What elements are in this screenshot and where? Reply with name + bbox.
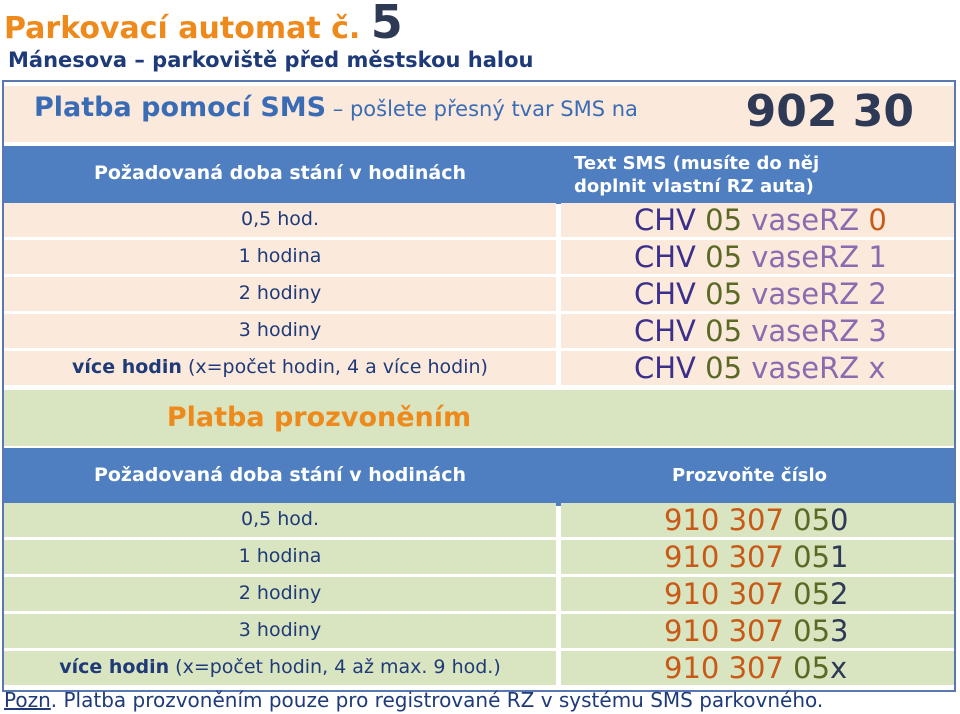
call-heading: Platba prozvoněním [166,402,472,433]
sms-row-text: CHV 05 vaseRZ x [634,351,886,385]
footnote-text: . Platba prozvoněním pouze pro registrované RZ v systému SMS parkovného. [50,688,824,712]
call-col2-header: Prozvoňte číslo [672,465,827,486]
call-row-label: více hodin (x=počet hodin, 4 až max. 9 hod.) [59,656,501,678]
page-subtitle: Mánesova – parkoviště před městskou halou [8,48,534,72]
machine-number: 5 [370,0,403,49]
sms-row-text: CHV 05 vaseRZ 1 [634,240,887,274]
title-text: Parkovací automat č. [4,11,361,46]
sms-row [4,313,954,349]
sms-row [4,276,954,312]
call-row-number[interactable]: 910 307 051 [664,540,849,574]
call-row-number[interactable]: 910 307 053 [664,614,849,648]
sms-row-text: CHV 05 vaseRZ 2 [634,277,887,311]
call-row-label: 1 hodina [238,545,322,567]
sms-col2-header [574,152,819,198]
call-row-number[interactable]: 910 307 05x [664,651,848,685]
sms-heading-bold: Platba pomocí SMS [34,92,327,123]
call-row [4,502,954,538]
footnote-prefix: Pozn [4,688,51,712]
sms-row [4,202,954,238]
call-row [4,576,954,612]
sms-table-header [4,146,954,204]
sms-row-label: 0,5 hod. [240,208,320,230]
call-row [4,613,954,649]
sms-row-label: 3 hodiny [238,319,322,341]
call-col1-header: Požadovaná doba stání v hodinách [93,464,467,486]
sms-row-label: 2 hodiny [238,282,322,304]
sms-heading-rest: – pošlete přesný tvar SMS na [326,97,638,121]
call-table-header [4,448,954,506]
call-row-label: 3 hodiny [238,619,322,641]
sms-heading-band [4,86,954,142]
page-title [4,0,403,51]
call-row-label: 0,5 hod. [240,508,320,530]
sms-number: 902 30 [745,86,914,137]
footnote [4,688,823,712]
sms-row [4,350,954,386]
call-heading-band [4,390,954,446]
call-row-number[interactable]: 910 307 050 [664,503,849,537]
sms-row-text: CHV 05 vaseRZ 0 [634,203,887,237]
sms-col1-header: Požadovaná doba stání v hodinách [93,162,467,184]
sms-row-label: 1 hodina [238,245,322,267]
sms-row [4,239,954,275]
call-row-label: 2 hodiny [238,582,322,604]
sms-col2-header-line1: Text SMS (musíte do něj [574,153,820,174]
sms-heading [34,92,638,123]
sms-col2-header-line2: doplnit vlastní RZ auta) [574,176,814,197]
sms-row-text: CHV 05 vaseRZ 3 [634,314,887,348]
call-row [4,539,954,575]
sms-row-label: více hodin (x=počet hodin, 4 a více hodin) [72,356,488,378]
call-row [4,650,954,686]
call-row-number[interactable]: 910 307 052 [664,577,849,611]
